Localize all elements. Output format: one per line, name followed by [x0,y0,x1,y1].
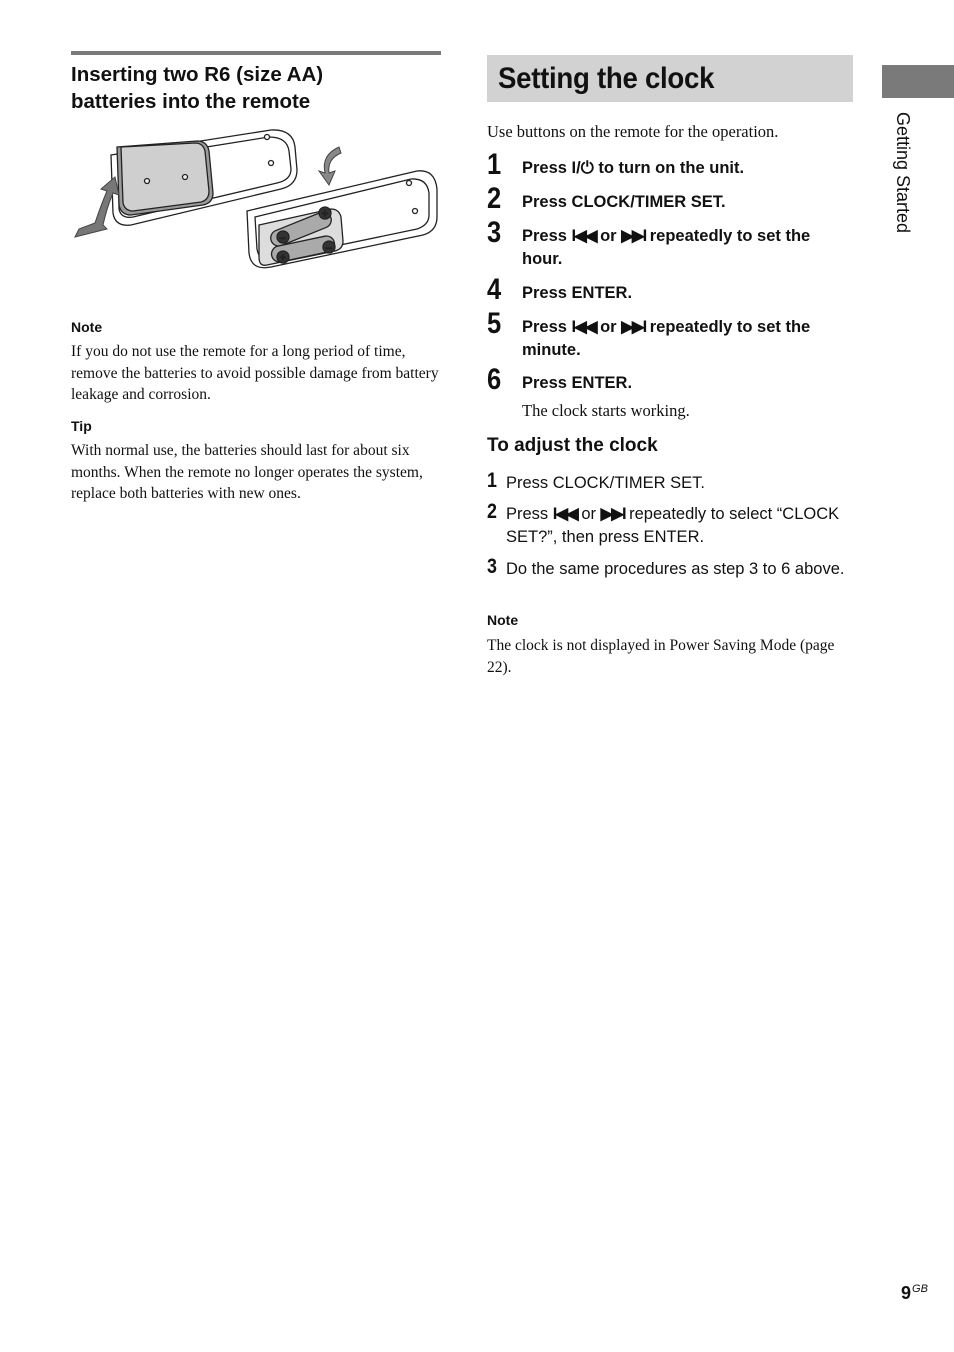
previous-track-icon: I◀◀ [571,318,596,336]
svg-text:+: + [280,253,286,264]
clock-note-label: Note [487,612,519,628]
svg-text:–: – [326,243,332,254]
adjust-step-3: 3 Do the same procedures as step 3 to 6 above. [487,555,845,578]
svg-text:+: + [322,209,328,220]
next-track-icon: ▶▶I [600,505,625,523]
step-number: 6 [487,363,502,396]
remote-battery-illustration [71,125,441,297]
step-2: 2 Press CLOCK/TIMER SET. [487,182,726,215]
battery-section [71,51,441,502]
chapter-label: Getting Started [893,112,913,234]
title-bar [487,55,853,102]
svg-text:–: – [280,233,286,244]
section-rule [71,51,441,55]
clock-section [487,55,853,676]
tip-label: Tip [71,418,92,434]
step-3: 3 Press I◀◀ or ▶▶I repeatedly to set the hour. [487,216,811,268]
previous-track-icon: I◀◀ [552,505,577,523]
previous-track-icon: I◀◀ [571,227,596,245]
tip-text: With normal use, the batteries should last for about six months. When the remote no longer operates the system, replace both batteries with new ones. [71,442,423,502]
intro-text: Use buttons on the remote for the operation. [487,122,779,141]
step-number: 4 [487,273,502,306]
step-number: 1 [487,148,502,181]
adjust-step-2: 2 Press I◀◀ or ▶▶I repeatedly to select “CLOCK SET?”, then press ENTER. [487,500,840,546]
battery-heading: Inserting two R6 (size AA) batteries into the remote [71,63,324,113]
note-label: Note [71,319,103,335]
page-title: Setting the clock [498,61,715,95]
arrow-insert-icon [319,147,341,185]
power-icon: I/⏻ [571,159,594,177]
step-number: 2 [487,182,502,215]
step-number: 2 [487,500,497,523]
chapter-tab [882,65,954,98]
adjust-step-1: 1 Press CLOCK/TIMER SET. [487,469,705,492]
step-4: 4 Press ENTER. [487,273,633,306]
step-number: 3 [487,555,497,578]
step-number: 3 [487,216,502,249]
step-6: 6 Press ENTER. The clock starts working. [487,372,853,421]
page-number: $9^{GB}$ [901,1283,928,1303]
adjust-clock-heading: To adjust the clock [487,435,658,456]
note-text: If you do not use the remote for a long period of time, remove the batteries to avoid possible damage from battery leakage and corrosion. [71,343,439,403]
step-5: 5 Press I◀◀ or ▶▶I repeatedly to set the minute. [487,307,811,359]
step-1: 1 Press I/⏻ to turn on the unit. [487,148,745,181]
next-track-icon: ▶▶I [621,227,646,245]
step-number: 1 [487,469,497,492]
next-track-icon: ▶▶I [621,318,646,336]
step-6-result: The clock starts working. [522,400,690,420]
clock-note-text: The clock is not displayed in Power Saving Mode (page 22). [487,637,835,676]
step-number: 5 [487,307,502,340]
